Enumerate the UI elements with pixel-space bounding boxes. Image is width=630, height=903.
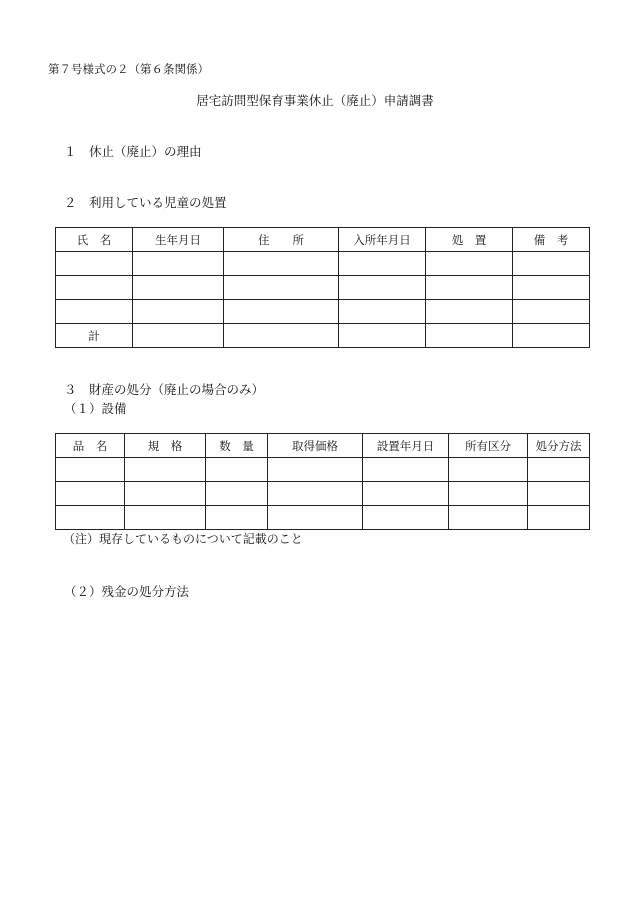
column-header-birthdate: 生年月日 bbox=[133, 228, 224, 252]
section-3-2-title: （２）残金の処分方法 bbox=[64, 584, 190, 599]
table-cell[interactable] bbox=[363, 458, 449, 482]
column-header-quantity: 数 量 bbox=[206, 434, 268, 458]
table-cell[interactable] bbox=[56, 276, 133, 300]
table-cell[interactable] bbox=[133, 252, 224, 276]
table-cell[interactable] bbox=[449, 482, 528, 506]
table-cell[interactable] bbox=[513, 276, 590, 300]
table-cell[interactable] bbox=[125, 458, 206, 482]
total-label: 計 bbox=[56, 324, 133, 348]
table-cell[interactable] bbox=[339, 324, 426, 348]
table-cell[interactable] bbox=[125, 506, 206, 530]
table-header-row bbox=[56, 434, 590, 458]
table-cell[interactable] bbox=[268, 458, 363, 482]
equipment-note: （注）現存しているものについて記載のこと bbox=[63, 532, 303, 546]
table-cell[interactable] bbox=[56, 300, 133, 324]
table-cell[interactable] bbox=[528, 482, 590, 506]
table-cell[interactable] bbox=[206, 482, 268, 506]
table-row bbox=[56, 458, 590, 482]
column-header-specification: 規 格 bbox=[125, 434, 206, 458]
table-cell[interactable] bbox=[268, 506, 363, 530]
table-cell[interactable] bbox=[513, 324, 590, 348]
equipment-table bbox=[55, 433, 590, 530]
form-number: 第７号様式の２（第６条関係） bbox=[48, 62, 209, 76]
table-cell[interactable] bbox=[449, 458, 528, 482]
table-cell[interactable] bbox=[339, 276, 426, 300]
table-cell[interactable] bbox=[224, 276, 339, 300]
table-cell[interactable] bbox=[363, 506, 449, 530]
table-total-row bbox=[56, 324, 590, 348]
column-header-disposition: 処 置 bbox=[426, 228, 513, 252]
column-header-installation-date: 設置年月日 bbox=[363, 434, 449, 458]
table-cell[interactable] bbox=[133, 324, 224, 348]
table-row bbox=[56, 300, 590, 324]
table-cell[interactable] bbox=[224, 252, 339, 276]
table-row bbox=[56, 506, 590, 530]
table-cell[interactable] bbox=[426, 324, 513, 348]
children-disposition-table bbox=[55, 227, 590, 348]
table-cell[interactable] bbox=[206, 506, 268, 530]
table-cell[interactable] bbox=[449, 506, 528, 530]
table-cell[interactable] bbox=[339, 252, 426, 276]
section-3-title: ３ 財産の処分（廃止の場合のみ） bbox=[64, 382, 265, 397]
table-cell[interactable] bbox=[426, 276, 513, 300]
table-cell[interactable] bbox=[513, 252, 590, 276]
table-cell[interactable] bbox=[56, 482, 125, 506]
column-header-remarks: 備 考 bbox=[513, 228, 590, 252]
table-cell[interactable] bbox=[426, 300, 513, 324]
table-cell[interactable] bbox=[125, 482, 206, 506]
table-cell[interactable] bbox=[528, 458, 590, 482]
column-header-item-name: 品 名 bbox=[56, 434, 125, 458]
column-header-disposal-method: 処分方法 bbox=[528, 434, 590, 458]
column-header-admission-date: 入所年月日 bbox=[339, 228, 426, 252]
table-cell[interactable] bbox=[528, 506, 590, 530]
column-header-acquisition-price: 取得価格 bbox=[268, 434, 363, 458]
column-header-ownership: 所有区分 bbox=[449, 434, 528, 458]
column-header-address: 住 所 bbox=[224, 228, 339, 252]
table-row bbox=[56, 252, 590, 276]
table-cell[interactable] bbox=[56, 458, 125, 482]
table-cell[interactable] bbox=[206, 458, 268, 482]
column-header-name: 氏 名 bbox=[56, 228, 133, 252]
section-1-title: １ 休止（廃止）の理由 bbox=[64, 144, 202, 159]
document-title: 居宅訪問型保育事業休止（廃止）申請調書 bbox=[196, 93, 434, 108]
table-row bbox=[56, 482, 590, 506]
section-3-1-title: （１）設備 bbox=[64, 401, 127, 416]
table-cell[interactable] bbox=[133, 276, 224, 300]
section-2-title: ２ 利用している児童の処置 bbox=[64, 195, 227, 210]
table-cell[interactable] bbox=[426, 252, 513, 276]
table-cell[interactable] bbox=[339, 300, 426, 324]
table-cell[interactable] bbox=[513, 300, 590, 324]
table-cell[interactable] bbox=[268, 482, 363, 506]
table-header-row bbox=[56, 228, 590, 252]
table-cell[interactable] bbox=[363, 482, 449, 506]
table-cell[interactable] bbox=[133, 300, 224, 324]
table-cell[interactable] bbox=[56, 252, 133, 276]
table-row bbox=[56, 276, 590, 300]
table-cell[interactable] bbox=[224, 300, 339, 324]
table-cell[interactable] bbox=[224, 324, 339, 348]
table-cell[interactable] bbox=[56, 506, 125, 530]
